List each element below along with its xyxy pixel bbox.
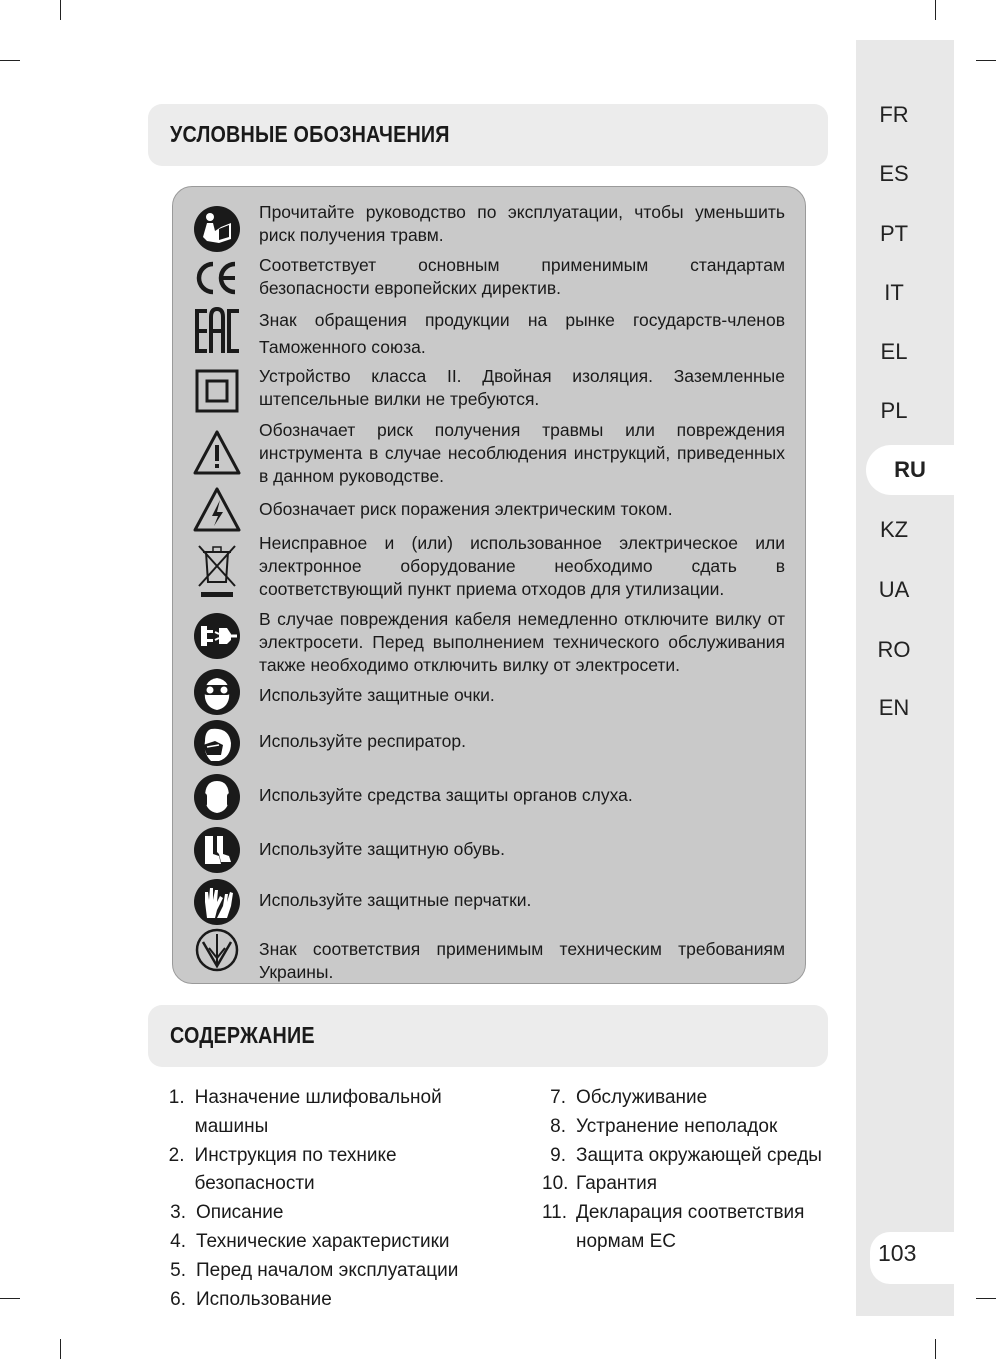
contents-header <box>148 1005 828 1067</box>
toc-number: 1. <box>168 1087 185 1108</box>
lang-tab-ru[interactable]: RU <box>866 445 954 495</box>
contents-title: СОДЕРЖАНИЕ <box>170 1022 315 1048</box>
crop-mark <box>0 1298 20 1299</box>
toc-number: 3. <box>170 1202 186 1224</box>
class-ii-icon <box>193 367 241 415</box>
safety-boots-icon <box>193 826 241 874</box>
lang-tab-fr[interactable]: FR <box>879 102 909 127</box>
toc-item[interactable] <box>542 1084 842 1113</box>
unplug-icon <box>193 612 241 660</box>
toc-item[interactable] <box>162 1257 502 1286</box>
toc-label: Декларация соответствия нормам ЕС <box>576 1202 805 1252</box>
crop-mark <box>0 60 20 61</box>
symbol-text: Используйте защитные перчатки. <box>259 890 532 910</box>
symbol-text: Устройство класса II. Двойная изоляция. Заземленные штепсельные вилки не требуются. <box>259 366 785 409</box>
toc-number: 5. <box>170 1259 186 1281</box>
ce-mark-icon <box>193 254 241 302</box>
toc-item[interactable] <box>542 1170 842 1199</box>
crop-mark <box>60 1339 61 1359</box>
toc-label: Обслуживание <box>576 1087 708 1108</box>
toc-number: 6. <box>170 1288 186 1310</box>
toc-number: 2. <box>168 1144 185 1166</box>
toc-item[interactable] <box>162 1084 502 1142</box>
toc-item[interactable] <box>162 1286 502 1315</box>
toc-item[interactable] <box>542 1142 842 1171</box>
toc-item[interactable] <box>162 1142 502 1200</box>
symbol-text: Используйте средства защиты органов слуха. <box>259 785 633 805</box>
toc-number: 10. <box>542 1173 569 1195</box>
toc-number: 4. <box>170 1230 186 1252</box>
symbol-text: Неисправное и (или) использованное электрическое или электронное оборудование необходимо сдать в соответствующий пункт приема отходов для утилизации. <box>259 533 785 599</box>
lang-tab-pl[interactable]: PL <box>880 398 908 423</box>
symbols-title: УСЛОВНЫЕ ОБОЗНАЧЕНИЯ <box>170 121 450 147</box>
lang-tab-kz[interactable]: KZ <box>879 517 909 542</box>
read-manual-icon <box>193 205 241 253</box>
toc-label: Перед началом эксплуатации <box>196 1259 459 1281</box>
lang-tab-ua[interactable]: UA <box>878 577 910 602</box>
crop-mark <box>935 0 936 20</box>
crop-mark <box>976 60 996 61</box>
lang-tab-el[interactable]: EL <box>880 339 908 364</box>
toc-left-column <box>162 1084 502 1314</box>
toc-number: 9. <box>550 1144 566 1166</box>
lang-tab-ro[interactable]: RO <box>877 637 911 662</box>
toc-right-column <box>542 1084 842 1257</box>
symbol-text: Обозначает риск получения травмы или повреждения инструмента в случае несоблюдения инструкций, приведенных в данном руководстве. <box>259 420 785 486</box>
symbol-text: Используйте защитную обувь. <box>259 839 505 859</box>
symbols-header <box>148 104 828 166</box>
symbol-text: Используйте респиратор. <box>259 731 466 751</box>
toc-label: Защита окружающей среды <box>576 1144 822 1166</box>
warning-triangle-icon <box>193 429 241 477</box>
toc-label: Устранение неполадок <box>576 1115 778 1137</box>
lang-tab-en[interactable]: EN <box>878 695 910 720</box>
crop-mark <box>976 1298 996 1299</box>
toc-item[interactable] <box>162 1199 502 1228</box>
lang-tab-pt[interactable]: PT <box>879 221 909 246</box>
toc-label: Гарантия <box>576 1173 658 1195</box>
crop-mark <box>60 0 61 20</box>
toc-number: 11. <box>542 1202 568 1224</box>
toc-label: Назначение шлифовальной машины <box>194 1087 442 1137</box>
toc-label: Технические характеристики <box>196 1230 450 1252</box>
toc-label: Инструкция по технике безопасности <box>194 1144 397 1195</box>
symbol-text: Прочитайте руководство по эксплуатации, чтобы уменьшить риск получения травм. <box>259 202 785 245</box>
language-sidebar <box>856 40 954 1316</box>
page-number: 103 <box>878 1240 917 1266</box>
respirator-icon <box>193 719 241 767</box>
lang-tab-it[interactable]: IT <box>884 280 904 305</box>
crop-mark <box>935 1339 936 1359</box>
symbols-panel <box>172 186 806 984</box>
toc-item[interactable] <box>542 1113 842 1142</box>
symbol-text: В случае повреждения кабеля немедленно отключите вилку от электросети. Перед выполнением технического обслуживания также необходимо отключить вилку от электросети. <box>259 609 785 675</box>
toc-number: 7. <box>550 1087 566 1108</box>
symbol-text: Знак обращения продукции на рынке государств-членов Таможенного союза. <box>259 310 785 357</box>
weee-bin-icon <box>193 540 241 598</box>
safety-goggles-icon <box>193 668 241 716</box>
toc-label: Описание <box>196 1202 284 1224</box>
toc-item[interactable] <box>162 1228 502 1257</box>
toc-item[interactable] <box>542 1199 842 1257</box>
toc-label: Использование <box>196 1288 332 1310</box>
ear-protection-icon <box>193 773 241 821</box>
symbol-text: Знак соответствия применимым техническим требованиям Украины. <box>259 939 785 982</box>
safety-gloves-icon <box>193 878 241 926</box>
eac-mark-icon <box>193 307 241 355</box>
symbol-text: Обозначает риск поражения электрическим током. <box>259 499 673 519</box>
symbol-text: Соответствует основным применимым стандартам безопасности европейских директив. <box>259 255 785 298</box>
toc-number: 8. <box>550 1115 566 1137</box>
lang-tab-es[interactable]: ES <box>879 161 909 186</box>
electric-shock-icon <box>193 486 241 534</box>
ukraine-conformity-icon <box>193 926 241 974</box>
symbol-text: Используйте защитные очки. <box>259 685 495 705</box>
